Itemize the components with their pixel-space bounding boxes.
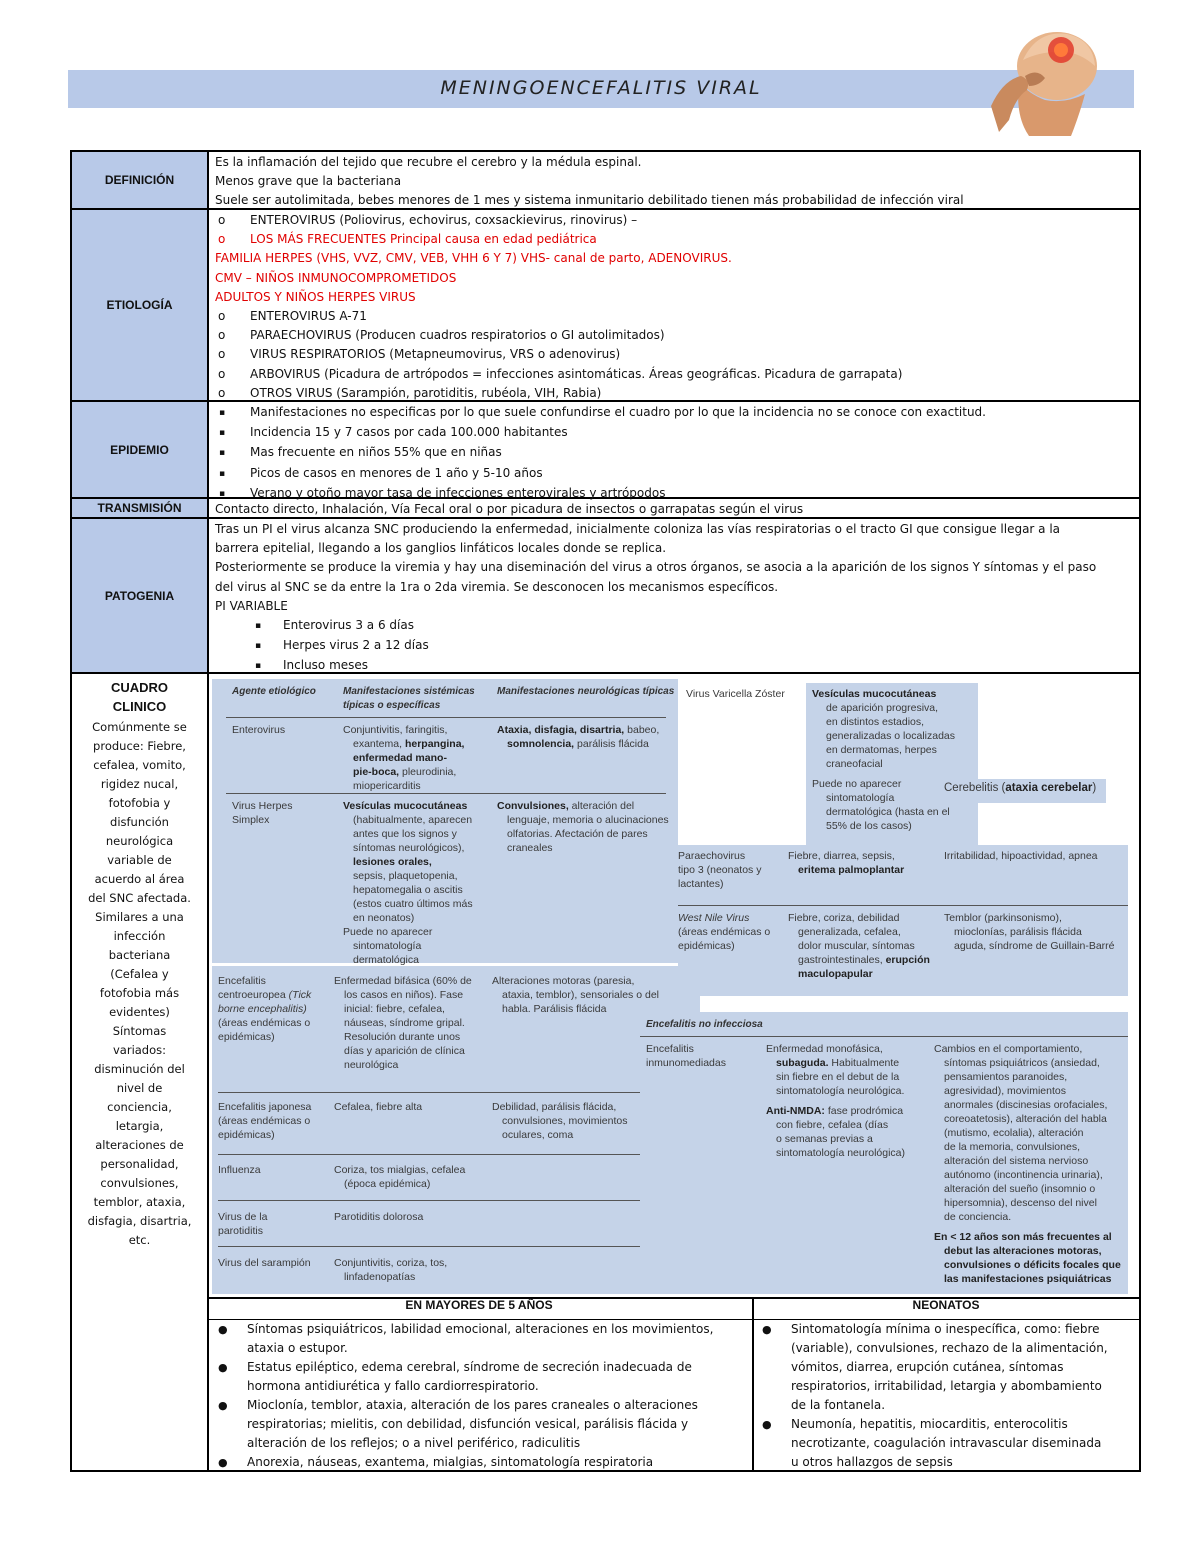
agent-enterovirus: Enterovirus bbox=[232, 724, 286, 736]
neuro-enterovirus: Ataxia, disfagia, disartria, babeo, somnolencia, parálisis flácida bbox=[497, 724, 660, 750]
cuadro-clinico-heading: CUADRO CLINICO bbox=[110, 680, 169, 714]
pi-item: ▪ Herpes virus 2 a 12 días bbox=[215, 636, 1135, 656]
definicion-content bbox=[215, 153, 1135, 211]
table-rule bbox=[640, 1036, 1128, 1037]
transmision-text: Contacto directo, Inhalación, Vía Fecal oral o por picadura de insectos o garrapatas según el virus bbox=[215, 502, 804, 516]
patogenia-line: Tras un PI el virus alcanza SNC produciendo la enfermedad, inicialmente coloniza las vías respiratorias o el tracto GI que consigue llegar a la bbox=[215, 522, 1061, 536]
etiologia-item: o OTROS VIRUS (Sarampión, parotiditis, rubéola, VIH, Rabia) bbox=[215, 384, 1135, 403]
sys-herpes: Vesículas mucocutáneas (habitualmente, aparecen antes que los signos y síntomas neurológicos), lesiones orales, sepsis, plaquetopenia, hepatomegalia o ascitis (estos cuatro últimos más en neonatos) Puede no aparecer sintomatología dermatológica bbox=[343, 800, 473, 966]
neuro-west-nile: Temblor (parkinsonismo), mioclonías, parálisis flácida aguda, síndrome de Guillain-Barré bbox=[944, 912, 1115, 952]
agent-west-nile: West Nile Virus (áreas endémicas o epidémicas) bbox=[678, 912, 771, 952]
label-patogenia: PATOGENIA bbox=[72, 519, 209, 672]
square-bullet: ▪ bbox=[219, 488, 226, 499]
clinical-table-a bbox=[212, 679, 678, 966]
patogenia-line: barrera epitelial, llegando a los ganglios linfáticos locales donde se replica. bbox=[215, 541, 667, 556]
age-note: En < 12 años son más frecuentes al debut las alteraciones motoras, convulsiones o déficits focales que las manifestaciones psiquiátricas bbox=[934, 1231, 1121, 1285]
agent-herpes: Virus Herpes Simplex bbox=[232, 800, 293, 826]
table-rule bbox=[218, 1200, 642, 1201]
table-rule bbox=[218, 1154, 642, 1155]
page-title: MENINGOENCEFALITIS VIRAL bbox=[440, 77, 762, 99]
list-item: ● Síntomas psiquiátricos, labilidad emocional, alteraciones en los movimientos, bbox=[212, 1320, 748, 1339]
th-neurologicas: Manifestaciones neurológicas típicas bbox=[497, 686, 675, 697]
label-transmision: TRANSMISIÓN bbox=[72, 499, 209, 517]
sys-sarampion: Conjuntivitis, coriza, tos, linfadenopatías bbox=[334, 1257, 448, 1283]
definicion-line: Suele ser autolimitada, bebes menores de 1 mes y sistema inmunitario debilitado tienen más probabilidad de infección viral bbox=[215, 193, 964, 208]
cuadro-clinico-sidebar bbox=[72, 674, 209, 1470]
table-rule bbox=[678, 905, 1128, 906]
epidemio-content bbox=[215, 403, 1135, 504]
head-pain-illustration bbox=[975, 20, 1110, 138]
etiologia-note: FAMILIA HERPES (VHS, VVZ, CMV, VEB, VHH 6 Y 7) VHS- canal de parto, ADENOVIRUS. bbox=[215, 251, 732, 266]
pi-item: ▪ Incluso meses bbox=[215, 656, 1135, 676]
table-rule bbox=[218, 1092, 642, 1093]
patogenia-line: Posteriormente se produce la viremia y hay una diseminación del virus a otros órganos, se asocia a la aparición de los signos Y síntomas y el paso bbox=[215, 560, 1097, 575]
agent-influenza: Influenza bbox=[218, 1164, 261, 1176]
sys-centroeuropea: Enfermedad bifásica (60% de los casos en niños). Fase inicial: fiebre, cefalea, náuseas, síndrome gripal. Resolución durante unos días y aparición de clínica neurológica bbox=[334, 975, 472, 1071]
neuro-vvz: Cerebelitis (ataxia cerebelar) bbox=[944, 782, 1097, 794]
bullet-marker: o bbox=[218, 347, 226, 362]
square-bullet: ▪ bbox=[255, 661, 262, 672]
etiologia-note: ADULTOS Y NIÑOS HERPES VIRUS bbox=[215, 289, 416, 304]
sys-paraechovirus: Fiebre, diarrea, sepsis, eritema palmoplantar bbox=[788, 850, 905, 876]
agent-paraechovirus: Paraechovirus tipo 3 (neonatos y lactantes) bbox=[678, 850, 762, 890]
etiologia-item: o VIRUS RESPIRATORIOS (Metapneumovirus, VRS o adenovirus) bbox=[215, 345, 1135, 364]
table-rule bbox=[226, 793, 666, 794]
cuadro-clinico-description: Comúnmente se produce: Fiebre, cefalea, vomito, rigidez nucal, fotofobia y disfunción neurológica variable de acuerdo al área del SNC afectada. Similares a una infección bacteriana (Cefalea y fotofobia más evidentes) Síntomas variados: disminución del nivel de conciencia, letargia, alteraciones de personalidad, convulsiones, temblor, ataxia, disfagia, disartria, etc. bbox=[87, 720, 192, 1247]
etiologia-note: CMV – NIÑOS INMUNOCOMPROMETIDOS bbox=[215, 270, 457, 285]
bullet-marker: o bbox=[218, 385, 226, 400]
neonatos-list: ● Sintomatología mínima o inespecífica, como: fiebre (variable), convulsiones, rechazo de la alimentación, vómitos, diarrea, erupción cutánea, síntomas respiratorios, irritabilidad, letargia y abombamiento de la fontanela. ● Neumonía, hepatitis, miocarditis, enterocolitis necrotizante, coagulación intravascular diseminada u otros hallazgos de sepsis bbox=[756, 1320, 1140, 1472]
clinical-table-d bbox=[640, 1012, 1128, 1294]
sys-influenza: Coriza, tos mialgias, cefalea (época epidémica) bbox=[334, 1164, 466, 1190]
bullet-dot: ● bbox=[762, 1323, 772, 1336]
row-patogenia bbox=[72, 519, 1139, 674]
epidemio-item: ▪ Mas frecuente en niños 55% que en niñas bbox=[215, 443, 1135, 463]
list-item: ● Estatus epiléptico, edema cerebral, síndrome de secreción inadecuada de bbox=[212, 1358, 748, 1377]
label-epidemio: EPIDEMIO bbox=[72, 402, 209, 497]
bullet-marker: o bbox=[218, 328, 226, 343]
square-bullet: ▪ bbox=[255, 621, 262, 632]
subsection-divider bbox=[752, 1297, 754, 1472]
etiologia-item: o ARBOVIRUS (Picadura de artrópodos = infecciones asintomáticas. Áreas geográficas. Picadura de garrapata) bbox=[215, 365, 1135, 384]
bullet-dot: ● bbox=[218, 1456, 228, 1469]
definicion-line: Es la inflamación del tejido que recubre el cerebro y la médula espinal. bbox=[215, 155, 642, 169]
list-item: ● Mioclonía, temblor, ataxia, alteración de los pares craneales o alteraciones bbox=[212, 1396, 748, 1415]
bullet-marker: o bbox=[218, 232, 226, 247]
table-d-header: Encefalitis no infecciosa bbox=[646, 1019, 763, 1030]
row-etiologia bbox=[72, 210, 1139, 402]
patogenia-line: PI VARIABLE bbox=[215, 598, 288, 613]
square-bullet: ▪ bbox=[219, 428, 226, 439]
square-bullet: ▪ bbox=[219, 448, 226, 459]
agent-inmunomediadas: Encefalitis inmunomediadas bbox=[646, 1043, 726, 1069]
mayores-header: EN MAYORES DE 5 AÑOS bbox=[405, 1298, 553, 1312]
patogenia-line: del virus al SNC se da entre la 1ra o 2da viremia. Se desconocen los mecanismos específicos. bbox=[215, 579, 779, 594]
square-bullet: ▪ bbox=[219, 468, 226, 479]
neuro-japonesa: Debilidad, parálisis flácida, convulsiones, movimientos oculares, coma bbox=[492, 1101, 628, 1141]
etiologia-item: o LOS MÁS FRECUENTES Principal causa en edad pediátrica bbox=[215, 230, 1135, 249]
neuro-paraechovirus: Irritabilidad, hipoactividad, apnea bbox=[944, 850, 1098, 862]
bullet-marker: o bbox=[218, 366, 226, 381]
table-rule bbox=[226, 717, 666, 718]
epidemio-item: ▪ Verano y otoño mayor tasa de infecciones enterovirales y artrópodos bbox=[215, 484, 1135, 504]
agent-parotiditis: Virus de la parotiditis bbox=[218, 1211, 268, 1237]
label-definicion: DEFINICIÓN bbox=[72, 152, 209, 208]
bullet-dot: ● bbox=[218, 1323, 228, 1336]
etiologia-item: o ENTEROVIRUS (Poliovirus, echovirus, coxsackievirus, rinovirus) – bbox=[215, 211, 1135, 230]
table-rule bbox=[218, 1246, 642, 1247]
row-epidemio bbox=[72, 402, 1139, 499]
bullet-marker: o bbox=[218, 309, 226, 324]
etiologia-item: o PARAECHOVIRUS (Producen cuadros respiratorios o GI autolimitados) bbox=[215, 326, 1135, 345]
th-agente: Agente etiológico bbox=[232, 686, 316, 697]
patogenia-content bbox=[215, 520, 1135, 677]
agent-japonesa: Encefalitis japonesa (áreas endémicas o epidémicas) bbox=[218, 1101, 312, 1141]
row-transmision bbox=[72, 499, 1139, 519]
list-item: ● Sintomatología mínima o inespecífica, como: fiebre bbox=[756, 1320, 1140, 1339]
th-sistemicas: Manifestaciones sistémicas típicas o específicas bbox=[343, 686, 475, 711]
clinical-table-b bbox=[678, 683, 1128, 996]
sys-inmunomediadas: Enfermedad monofásica, subaguda. Habitualmente sin fiebre en el debut de la sintomatología neurológica. Anti-NMDA: fase prodrómica con fiebre, cefalea (días o semanas previas a sintomatología neurológica) bbox=[766, 1043, 905, 1159]
bullet-marker: o bbox=[218, 213, 226, 227]
neuro-inmunomediadas: Cambios en el comportamiento, síntomas psiquiátricos (ansiedad, pensamientos paranoides, agresividad), movimientos anormales (discinesias orofaciales, coreoatetosis), alteración del habla (mutismo, ecolalia), alteración de la memoria, convulsiones, alteración del sistema nervioso autónomo (incontinencia urinaria), alteración del sueño (insomnio o hipersomnia), descenso del nivel de conciencia. En < 12 años son más frecuentes al debut las alteraciones motoras, convulsiones o déficits focales que las manifestaciones psiquiátricas bbox=[934, 1042, 1126, 1286]
definicion-line: Menos grave que la bacteriana bbox=[215, 174, 402, 189]
mayores-list: ● Síntomas psiquiátricos, labilidad emocional, alteraciones en los movimientos, ataxia o estupor. ● Estatus epiléptico, edema cerebral, síndrome de secreción inadecuada de hormona antidiurética y fallo cardiorrespiratorio. ● Mioclonía, temblor, ataxia, alteración de los pares craneales o alteraciones respiratorias; mielitis, con debilidad, disfunción vesical, parálisis flácida y alteración de los reflejos; o a nivel periférico, radiculitis ● Anorexia, náuseas, exantema, mialgias, sintomatología respiratoria bbox=[212, 1320, 748, 1472]
agent-vvz: Virus Varicella Zóster bbox=[686, 688, 785, 700]
clinical-table-c bbox=[212, 966, 700, 1294]
transmision-content bbox=[215, 500, 1135, 519]
sys-vvz: Vesículas mucocutáneas de aparición progresiva, en distintos estadios, generalizadas o localizadas en dermatomas, herpes craneofacial Puede no aparecer sintomatología dermatológica (hasta en el 55% de los casos) bbox=[812, 688, 955, 832]
neuro-centroeuropea: Alteraciones motoras (paresia, ataxia, temblor), sensoriales o del habla. Parálisis flácida bbox=[492, 975, 659, 1015]
square-bullet: ▪ bbox=[219, 408, 226, 418]
sys-parotiditis: Parotiditis dolorosa bbox=[334, 1211, 424, 1223]
row-definicion bbox=[72, 152, 1139, 210]
neonatos-header: NEONATOS bbox=[912, 1298, 980, 1312]
epidemio-item: ▪ Incidencia 15 y 7 casos por cada 100.000 habitantes bbox=[215, 423, 1135, 443]
etiologia-item: o ENTEROVIRUS A-71 bbox=[215, 307, 1135, 326]
etiologia-content bbox=[215, 211, 1135, 403]
pi-item: ▪ Enterovirus 3 a 6 días bbox=[215, 616, 1135, 636]
label-etiologia: ETIOLOGÍA bbox=[72, 210, 209, 400]
agent-centroeuropea: Encefalitis centroeuropea (Tick borne encephalitis) (áreas endémicas o epidémicas) bbox=[218, 975, 312, 1043]
sys-japonesa: Cefalea, fiebre alta bbox=[334, 1101, 423, 1113]
sys-west-nile: Fiebre, coriza, debilidad generalizada, cefalea, dolor muscular, síntomas gastrointestinales, erupción maculopapular bbox=[788, 912, 930, 980]
sys-enterovirus: Conjuntivitis, faringitis, exantema, herpangina, enfermedad mano- pie-boca, pleurodinia, miopericarditis bbox=[343, 724, 465, 792]
agent-sarampion: Virus del sarampión bbox=[218, 1257, 311, 1269]
square-bullet: ▪ bbox=[255, 641, 262, 652]
neuro-herpes: Convulsiones, alteración del lenguaje, memoria o alucinaciones olfatorias. Afectación de pares craneales bbox=[497, 800, 669, 854]
epidemio-item: ▪ Picos de casos en menores de 1 año y 5-10 años bbox=[215, 464, 1135, 484]
list-item: ● Neumonía, hepatitis, miocarditis, enterocolitis bbox=[756, 1415, 1140, 1434]
list-item: ● Anorexia, náuseas, exantema, mialgias, sintomatología respiratoria bbox=[212, 1453, 748, 1472]
epidemio-item: ▪ Manifestaciones no especificas por lo que suele confundirse el cuadro por lo que la incidencia no se conoce con exactitud. bbox=[215, 403, 1135, 423]
bullet-dot: ● bbox=[218, 1361, 228, 1374]
bullet-dot: ● bbox=[218, 1399, 228, 1412]
bullet-dot: ● bbox=[762, 1418, 772, 1431]
